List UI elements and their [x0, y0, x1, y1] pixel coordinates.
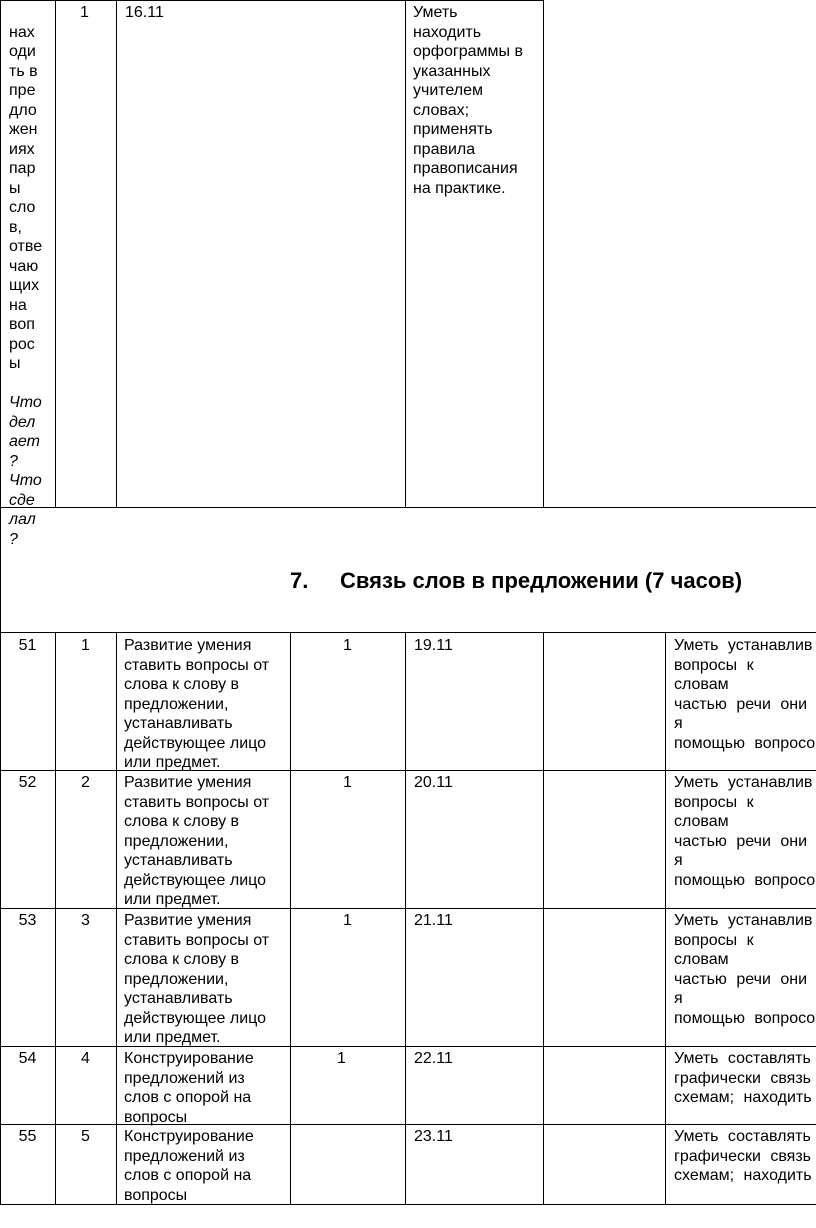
grid-line — [405, 632, 406, 1204]
grid-line — [405, 0, 406, 507]
lesson-topic-questions: Что дел ает ? Что сде лал ? — [9, 394, 42, 548]
date-cell: 20.11 — [414, 774, 453, 791]
grid-line — [0, 632, 816, 633]
row-number-cell: 53 — [18, 912, 37, 929]
skills-cell: Уметь устанавлив вопросы к словам частью речи они я помощью вопросо — [674, 774, 816, 889]
grid-line — [665, 632, 666, 1204]
lesson-topic-cell: Конструирование предложений из слов с опорой на вопросы — [124, 1050, 254, 1126]
grid-line — [0, 0, 544, 1]
grid-line — [0, 770, 816, 771]
lesson-topic-cell: Развитие умения ставить вопросы от слова к слову в предложении, устанавливать действующее лицо или предмет. — [124, 912, 270, 1046]
lesson-number-cell: 1 — [81, 637, 90, 654]
grid-line — [0, 908, 816, 909]
skills-cell: Уметь устанавлив вопросы к словам частью речи они я помощью вопросо — [674, 912, 816, 1027]
grid-line — [0, 507, 816, 508]
lesson-number-cell: 3 — [81, 912, 90, 929]
lesson-number-cell: 4 — [81, 1050, 90, 1067]
grid-line — [0, 1204, 816, 1205]
grid-line — [116, 0, 117, 507]
section-number: 7. — [290, 568, 309, 593]
section-title: Связь слов в предложении (7 часов) — [340, 568, 743, 593]
grid-line — [543, 632, 544, 1204]
skills-cell: Уметь составлять графически связь схемам; находить — [674, 1128, 812, 1184]
date-cell: 23.11 — [414, 1128, 453, 1145]
row-number-cell: 51 — [18, 637, 37, 654]
section-heading — [290, 568, 742, 594]
lesson-topic-text: нах оди ть в пре дло жен иях пар ы сло в, отве чаю щих на воп рос ы — [9, 23, 43, 372]
row-number-cell: 52 — [18, 774, 37, 791]
skills-cell: Уметь составлять графически связь схемам; находить — [674, 1050, 812, 1106]
hours-cell: 1 — [337, 1050, 346, 1067]
hours-cell: 1 — [343, 774, 352, 791]
hours-cell: 1 — [343, 912, 352, 929]
grid-line — [116, 632, 117, 1204]
date-cell: 19.11 — [414, 637, 453, 654]
lesson-number-cell: 1 — [80, 4, 89, 21]
grid-line — [543, 0, 544, 507]
lesson-topic-cell: Развитие умения ставить вопросы от слова к слову в предложении, устанавливать действующее лицо или предмет. — [124, 637, 270, 771]
hours-cell: 1 — [343, 637, 352, 654]
skills-cell: Уметь устанавлив вопросы к словам частью речи они я помощью вопросо — [674, 637, 816, 752]
grid-line — [0, 1124, 816, 1125]
lesson-topic-cell — [9, 3, 55, 569]
grid-line — [55, 0, 56, 507]
date-cell: 21.11 — [414, 912, 453, 929]
lesson-topic-cell: Конструирование предложений из слов с опорой на вопросы — [124, 1128, 254, 1204]
grid-line — [0, 1046, 816, 1047]
grid-line — [0, 0, 1, 1204]
lesson-number-cell: 5 — [81, 1128, 90, 1145]
lesson-topic-cell: Развитие умения ставить вопросы от слова к слову в предложении, устанавливать действующее лицо или предмет. — [124, 774, 270, 908]
row-number-cell: 54 — [18, 1050, 37, 1067]
skills-cell: Уметь находить орфограммы в указанных учителем словах; применять правила правописания на практике. — [413, 4, 523, 197]
lesson-number-cell: 2 — [81, 774, 90, 791]
row-number-cell: 55 — [18, 1128, 37, 1145]
date-cell: 22.11 — [414, 1050, 453, 1067]
date-cell: 16.11 — [125, 4, 164, 21]
